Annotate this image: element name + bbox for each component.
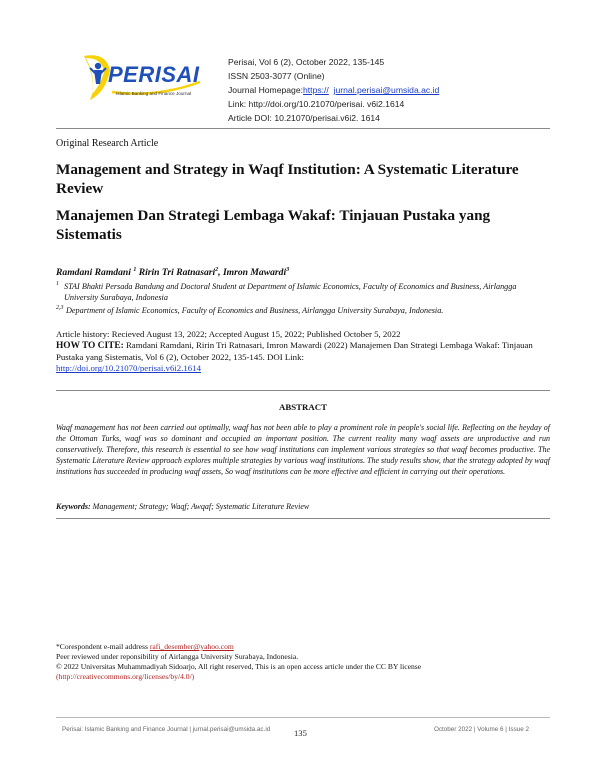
affiliation bbox=[56, 281, 536, 303]
keywords-label: Keywords: bbox=[56, 502, 91, 511]
article-doi-line[interactable]: Article DOI: 10.21070/perisai.v6i2. 1614 bbox=[228, 113, 380, 123]
cite-text: Ramdani Ramdani, Ririn Tri Ratnasari, Imron Mawardi (2022) Manajemen Dan Strategi Lembaga Wakaf: Tinjauan Pustaka yang Sistematis, Vol 6 (2), October 2022, 135-145. DOI Link: bbox=[56, 340, 533, 363]
journal-citation-line: Perisai, Vol 6 (2), October 2022, 135-145 bbox=[228, 57, 385, 67]
article-history: Article history: Recieved August 13, 2022; Accepted August 15, 2022; Published October 5, 2022 bbox=[56, 329, 401, 339]
author-name: Imron Mawardi bbox=[222, 267, 287, 279]
affiliation-text: Department of Islamic Economics, Faculty of Economics and Business, Airlangga University Surabaya, Indonesia. bbox=[66, 306, 444, 315]
abstract-body: Waqf management has not been carried out optimally, waqf has not been able to play a prominent role in people's social life. Reflecting on the heyday of the Ottoman Turks, waqf was so dominant and occupied an important position. The current reality many waqf assets are unproductive and run conservatively. Therefore, this research is essential to see how waqf institutions can implement various strategies so that waqf becomes productive. The Systematic Literature Review approach explores multiple strategies by various waqf institutions. The study results show, that the strategy adopted by waqf institutions has succeeded in producing waqf assets, So waqf institutions can be more effective and efficient in carrying out their operations. bbox=[56, 423, 550, 477]
keywords-text: Management; Strategy; Waqf; Awqaf; Systematic Literature Review bbox=[92, 502, 310, 511]
abstract-heading: ABSTRACT bbox=[279, 402, 327, 412]
corresponding-email bbox=[56, 642, 550, 652]
page-number: 135 bbox=[294, 728, 307, 738]
affiliation-number: 1 bbox=[56, 281, 59, 287]
cite-doi-link[interactable]: http://doi.org/10.21070/perisai.v6i2.1614 bbox=[56, 363, 201, 374]
footer-issue: October 2022 | Volume 6 | Issue 2 bbox=[434, 726, 529, 733]
author-list: Ramdani Ramdani $^1$ Ririn Tri Ratnasari$^2$, Imron Mawardi$^3$ bbox=[56, 267, 290, 279]
article-type: Original Research Article bbox=[56, 138, 159, 149]
author-sup: 3 bbox=[286, 267, 290, 273]
author-sup: 1 bbox=[133, 267, 137, 273]
license-link[interactable]: (http://creativecommons.org/licenses/by/4.0/) bbox=[56, 672, 195, 682]
affiliation bbox=[56, 305, 536, 316]
logo-text: PERISAI bbox=[108, 62, 200, 87]
journal-email-link[interactable]: jurnal.perisai@umsida.ac.id bbox=[333, 85, 440, 95]
corresponding-email-link[interactable]: rafi_desember@yahoo.com bbox=[149, 642, 234, 651]
abstract-top-divider bbox=[56, 390, 550, 391]
homepage-label: Journal Homepage: bbox=[228, 85, 304, 95]
footer-journal: Perisai: Islamic Banking and Finance Journal | jurnal.perisai@umsida.ac.id bbox=[62, 726, 271, 733]
peer-review-note: Peer reviewed under reponsibility of Airlangga University Surabaya, Indonesia. bbox=[56, 652, 299, 661]
journal-logo bbox=[76, 52, 210, 104]
license-note bbox=[56, 662, 550, 682]
header-divider bbox=[56, 128, 550, 129]
email-label: *Corespondent e-mail address bbox=[56, 642, 148, 651]
homepage-line bbox=[228, 84, 439, 96]
title-english: Management and Strategy in Waqf Institution: A Systematic Literature Review bbox=[56, 161, 519, 197]
author-name: Ririn Tri Ratnasari bbox=[138, 267, 216, 279]
title-indonesian bbox=[56, 206, 550, 244]
how-to-cite bbox=[56, 340, 550, 375]
title-indonesian-line-2: Sistematis bbox=[56, 226, 122, 243]
abstract-bottom-divider bbox=[56, 518, 550, 519]
affiliation-number: 2,3 bbox=[56, 305, 64, 311]
footer-divider bbox=[56, 717, 550, 718]
issn-line: ISSN 2503-3077 (Online) bbox=[228, 71, 325, 81]
cite-label: HOW TO CITE: bbox=[56, 341, 124, 351]
title-indonesian-line-1: Manajemen Dan Strategi Lembaga Wakaf: Tinjauan Pustaka yang bbox=[56, 207, 491, 224]
license-text: © 2022 Universitas Muhammadiyah Sidoarjo, All right reserved, This is an open access article under the CC BY license bbox=[56, 662, 422, 671]
author-sup: 2 bbox=[215, 267, 219, 273]
author-name: Ramdani Ramdani bbox=[56, 267, 131, 279]
affiliation-text: STAI Bhakti Persada Bandung and Doctoral Student at Department of Islamic Economics, Faculty of Economics and Business, Airlangga University Surabaya, Indonesia bbox=[64, 282, 517, 302]
keywords bbox=[56, 502, 309, 511]
homepage-url-link[interactable]: https:// bbox=[303, 85, 329, 95]
logo-tagline: Islamic Banking and Finance Journal bbox=[116, 91, 192, 96]
article-link-line[interactable]: Link: http://doi.org/10.21070/perisai. v6i2.1614 bbox=[228, 99, 405, 109]
